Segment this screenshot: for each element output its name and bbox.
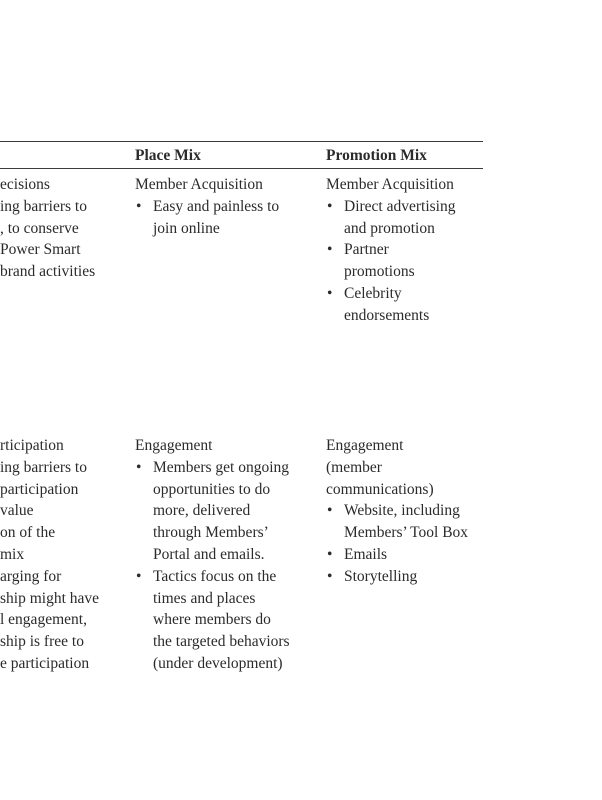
row1-promotion-cell xyxy=(326,174,455,327)
row1-place-bullets xyxy=(135,196,279,240)
bullet-line: where members do xyxy=(153,611,271,629)
bullet-line: endorsements xyxy=(344,306,430,324)
header-place-mix: Place Mix xyxy=(135,147,201,164)
row2-promotion-bullets xyxy=(326,500,468,587)
row1-left-line: ing barriers to xyxy=(0,197,87,215)
row2-left-line: rticipation xyxy=(0,437,64,454)
table-header-rule xyxy=(0,168,483,169)
list-item xyxy=(326,196,455,240)
row2-left-line: on of the xyxy=(0,524,56,542)
bullet-line: • Tactics focus on the xyxy=(153,567,277,585)
row2-left-line: mix xyxy=(0,545,25,563)
row1-left-line: , to conserve xyxy=(0,219,79,237)
row2-left-line: ing barriers to xyxy=(0,458,87,476)
bullet-line: Members’ Tool Box xyxy=(344,524,469,542)
row2-place-cell xyxy=(135,435,290,675)
bullet-line: • Emails xyxy=(344,545,388,563)
list-item xyxy=(326,500,468,544)
bullet-line: through Members’ xyxy=(153,524,269,542)
row2-promotion-cell xyxy=(326,435,468,588)
bullet-line: • Direct advertising xyxy=(344,197,456,215)
list-item xyxy=(135,457,290,566)
row1-left-line: brand activities xyxy=(0,263,96,281)
bullet-line: • Website, including xyxy=(344,502,460,520)
row2-promotion-title-line: (member xyxy=(326,458,382,476)
row2-left-line: value xyxy=(0,502,34,520)
row2-left-line: participation xyxy=(0,480,79,498)
bullet-line: and promotion xyxy=(344,219,435,237)
list-item xyxy=(135,196,279,240)
row1-left-column xyxy=(0,174,125,283)
row2-left-line: l engagement, xyxy=(0,611,87,629)
bullet-line: the targeted behaviors xyxy=(153,633,290,651)
bullet-line: opportunities to do xyxy=(153,480,271,498)
bullet-line: more, delivered xyxy=(153,502,251,520)
row1-left-line: Power Smart xyxy=(0,241,81,259)
row2-left-line: ship is free to xyxy=(0,633,84,651)
list-item xyxy=(326,544,468,566)
row2-place-bullets xyxy=(135,457,290,675)
row1-place-cell xyxy=(135,174,279,239)
bullet-line: (under development) xyxy=(153,654,283,672)
bullet-line: Portal and emails. xyxy=(153,545,265,563)
row2-promotion-title-line: Engagement xyxy=(326,437,404,454)
row1-promotion-title: Member Acquisition xyxy=(326,176,454,193)
table-top-rule xyxy=(0,141,483,142)
bullet-line: times and places xyxy=(153,589,256,607)
row2-left-line: e participation xyxy=(0,654,90,672)
row2-left-line: ship might have xyxy=(0,589,100,607)
row2-place-title: Engagement xyxy=(135,437,213,454)
row2-left-column xyxy=(0,435,125,675)
bullet-line: • Storytelling xyxy=(344,567,418,585)
list-item xyxy=(326,566,468,588)
row2-promotion-title-line: communications) xyxy=(326,480,434,498)
bullet-line: promotions xyxy=(344,263,415,281)
row1-promotion-bullets xyxy=(326,196,455,327)
header-promotion-mix: Promotion Mix xyxy=(326,147,427,164)
bullet-line: • Celebrity xyxy=(344,284,402,302)
bullet-line: • Members get ongoing xyxy=(153,458,290,476)
row1-place-title: Member Acquisition xyxy=(135,176,263,193)
list-item xyxy=(135,566,290,675)
bullet-line: • Easy and painless to xyxy=(153,197,280,215)
list-item xyxy=(326,239,455,283)
list-item xyxy=(326,283,455,327)
row1-left-line: ecisions xyxy=(0,176,50,193)
row2-left-line: arging for xyxy=(0,567,62,585)
bullet-line: join online xyxy=(153,219,220,237)
bullet-line: • Partner xyxy=(344,241,389,259)
